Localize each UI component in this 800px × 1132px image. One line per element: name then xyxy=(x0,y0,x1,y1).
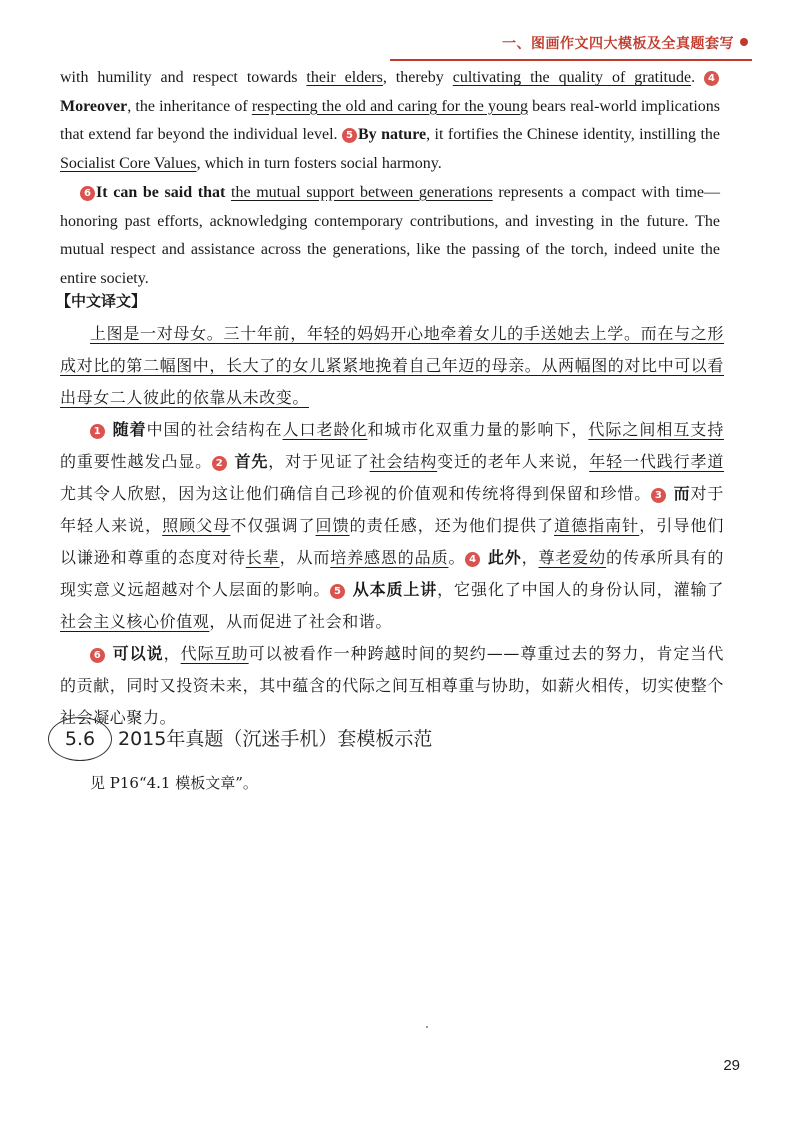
underlined-phrase: 回馈 xyxy=(315,516,350,535)
section-number: 5.6 xyxy=(64,728,96,750)
text-run: ，从而 xyxy=(279,548,331,567)
text-run: bears real-world implications that extend far beyond the individual level. xyxy=(60,97,720,144)
underlined-phrase: their elders xyxy=(306,69,383,86)
chinese-translation xyxy=(60,318,724,734)
text-run: 可以被看作一种跨越时间的契约——尊重过去的努力，肯定当代的贡献，同时又投资未来，其中蕴含的代际之间互相尊重与协助，如薪火相传，切实使整个社会凝心聚力。 xyxy=(60,644,725,727)
header-rule xyxy=(390,59,752,61)
text-run: represents a compact with time—honoring past efforts, acknowledging contemporary contributions, and investing in the future. The mutual respect and assistance across the generations, like the passing of the torch, indeed unite the entire society. xyxy=(60,183,721,287)
bold-phrase: 而 xyxy=(667,484,691,503)
underlined-phrase: 培养感恩的品质 xyxy=(330,548,449,567)
text-run: . xyxy=(691,69,705,86)
text-run: 变迁的老年人来说， xyxy=(437,452,590,471)
text-run: ，引导他们以谦逊和尊重的态度对待 xyxy=(60,516,724,567)
text-run: with humility and respect towards xyxy=(60,69,307,86)
underlined-phrase: the mutual support between generations xyxy=(231,183,493,201)
number-badge-icon: 4 xyxy=(465,552,480,567)
underlined-phrase: 社会主义核心价值观 xyxy=(60,612,210,631)
bold-phrase: 可以说 xyxy=(106,644,164,663)
underlined-phrase: 代际之间相互支持 xyxy=(588,420,724,439)
text-run: , thereby xyxy=(382,69,453,86)
see-reference-text: 见 P16“4.1 模板文章”。 xyxy=(90,774,258,792)
underlined-phrase: 代际互助 xyxy=(180,644,249,663)
english-paragraph xyxy=(60,64,720,179)
number-badge-icon: 5 xyxy=(330,584,345,599)
english-paragraph xyxy=(60,179,720,294)
chinese-paragraph xyxy=(60,318,724,414)
text-run: ， xyxy=(521,548,539,567)
text-run: , it fortifies the Chinese identity, instilling the xyxy=(426,126,720,144)
text-run: ， xyxy=(163,644,181,663)
underlined-phrase: 尊老爱幼 xyxy=(538,548,607,567)
text-run: ，它强化了中国人的身份认同，灌输了 xyxy=(437,580,725,599)
underlined-phrase: 年轻一代践行孝道 xyxy=(589,452,725,471)
underlined-phrase: cultivating the quality of gratitude xyxy=(452,69,692,86)
number-badge-icon: 5 xyxy=(342,128,357,143)
underlined-phrase: 上图是一对母女。三十年前，年轻的妈妈开心地牵着女儿的手送她去上学。而在与之形成对比的第二幅图中，长大了的女儿紧紧地挽着自己年迈的母亲。从两幅图的对比中可以看出母女二人彼此的依靠从未改变。 xyxy=(60,324,725,407)
chinese-paragraph xyxy=(60,414,724,638)
section-title: 2015年真题（沉迷手机）套模板示范 xyxy=(118,728,433,750)
text-run: , which in turn fosters social harmony. xyxy=(196,155,442,173)
underlined-phrase: 道德指南针 xyxy=(554,516,640,535)
underlined-phrase: 长辈 xyxy=(245,548,280,567)
english-essay xyxy=(60,64,720,294)
text-run: , the inheritance of xyxy=(127,97,252,115)
text-run: 的重要性越发凸显。 xyxy=(60,452,213,471)
text-run: 不仅强调了 xyxy=(230,516,316,535)
number-badge-icon: 1 xyxy=(90,424,105,439)
running-header: 一、图画作文四大模板及全真题套写 xyxy=(502,36,734,52)
bold-phrase: By nature xyxy=(357,126,427,144)
page-number: 29 xyxy=(723,1057,740,1074)
number-badge-icon: 2 xyxy=(212,456,227,471)
text-run: 对于年轻人来说， xyxy=(60,484,724,535)
text-run: 和城市化双重力量的影响下， xyxy=(367,420,589,439)
header-dot-icon xyxy=(740,38,748,46)
number-badge-icon: 6 xyxy=(90,648,105,663)
underlined-phrase: 照顾父母 xyxy=(162,516,231,535)
bold-phrase: 随着 xyxy=(106,420,147,439)
number-badge-icon: 4 xyxy=(704,71,719,86)
text-run: 的责任感，还为他们提供了 xyxy=(349,516,555,535)
speck xyxy=(426,1026,428,1028)
text-run: ，从而促进了社会和谐。 xyxy=(209,612,393,631)
number-badge-icon: 6 xyxy=(80,186,95,201)
underlined-phrase: respecting the old and caring for the young xyxy=(251,97,528,115)
bold-phrase: 从本质上讲 xyxy=(346,580,438,599)
bold-phrase: Moreover xyxy=(60,97,128,115)
underlined-phrase: 人口老龄化 xyxy=(282,420,368,439)
text-run: 。 xyxy=(448,548,466,567)
bold-phrase: 此外 xyxy=(481,548,522,567)
text-run: 的传承所具有的现实意义远超越对个人层面的影响。 xyxy=(60,548,724,599)
text-run: ，对于见证了 xyxy=(268,452,370,471)
underlined-phrase: Socialist Core Values xyxy=(60,155,197,173)
bold-phrase: It can be said that xyxy=(96,183,226,201)
bold-phrase: 首先 xyxy=(228,452,269,471)
text-run: 尤其令人欣慰，因为这让他们确信自己珍视的价值观和传统将得到保留和珍惜。 xyxy=(60,484,652,503)
number-badge-icon: 3 xyxy=(651,488,666,503)
translation-heading: 【中文译文】 xyxy=(56,292,147,310)
underlined-phrase: 社会结构 xyxy=(369,452,438,471)
text-run: 中国的社会结构在 xyxy=(146,420,283,439)
